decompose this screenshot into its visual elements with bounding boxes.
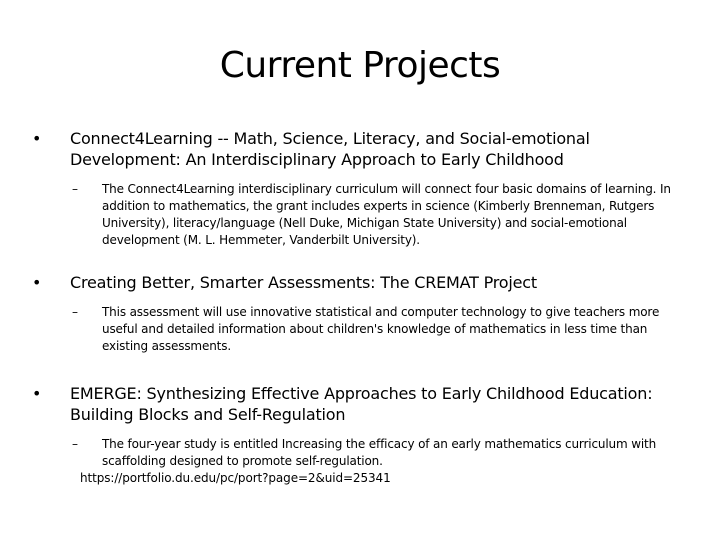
project-item xyxy=(32,128,692,249)
sub-bullet-text: This assessment will use innovative statistical and computer technology to give teachers more useful and detailed information about children's knowledge of mathematics in less time than existing assessments. xyxy=(102,305,660,353)
bullet-text: EMERGE: Synthesizing Effective Approaches to Early Childhood Education: Building Blocks and Self-Regulation xyxy=(70,384,653,424)
bullet-icon: • xyxy=(32,384,42,403)
sub-bullet-text: The four-year study is entitled Increasing the efficacy of an early mathematics curriculum with scaffolding designed to promote self-regulation. xyxy=(102,437,657,468)
bullet-icon: • xyxy=(32,129,42,148)
bullet-item xyxy=(32,383,692,425)
sub-bullet-item xyxy=(32,436,692,470)
slide-content xyxy=(32,128,692,470)
project-item xyxy=(32,383,692,470)
bullet-item xyxy=(32,128,692,170)
dash-icon: – xyxy=(72,305,78,319)
dash-icon: – xyxy=(72,182,78,196)
bullet-text: Creating Better, Smarter Assessments: The CREMAT Project xyxy=(70,273,537,292)
source-url[interactable]: https://portfolio.du.edu/pc/port?page=2&uid=25341 xyxy=(80,471,391,485)
project-item xyxy=(32,272,692,355)
sub-bullet-item xyxy=(32,181,692,249)
slide-title: Current Projects xyxy=(219,45,501,86)
dash-icon: – xyxy=(72,437,78,451)
sub-bullet-text: The Connect4Learning interdisciplinary curriculum will connect four basic domains of learning. In addition to mathematics, the grant includes experts in science (Kimberly Brenneman, Rutgers University), literacy/language (Nell Duke, Michigan State University) and social-emotional development (M. L. Hemmeter, Vanderbilt University). xyxy=(102,182,671,247)
bullet-item xyxy=(32,272,692,293)
sub-bullet-item xyxy=(32,304,692,355)
bullet-icon: • xyxy=(32,273,42,292)
bullet-text: Connect4Learning -- Math, Science, Literacy, and Social-emotional Development: An Interdisciplinary Approach to Early Childhood xyxy=(70,129,590,169)
